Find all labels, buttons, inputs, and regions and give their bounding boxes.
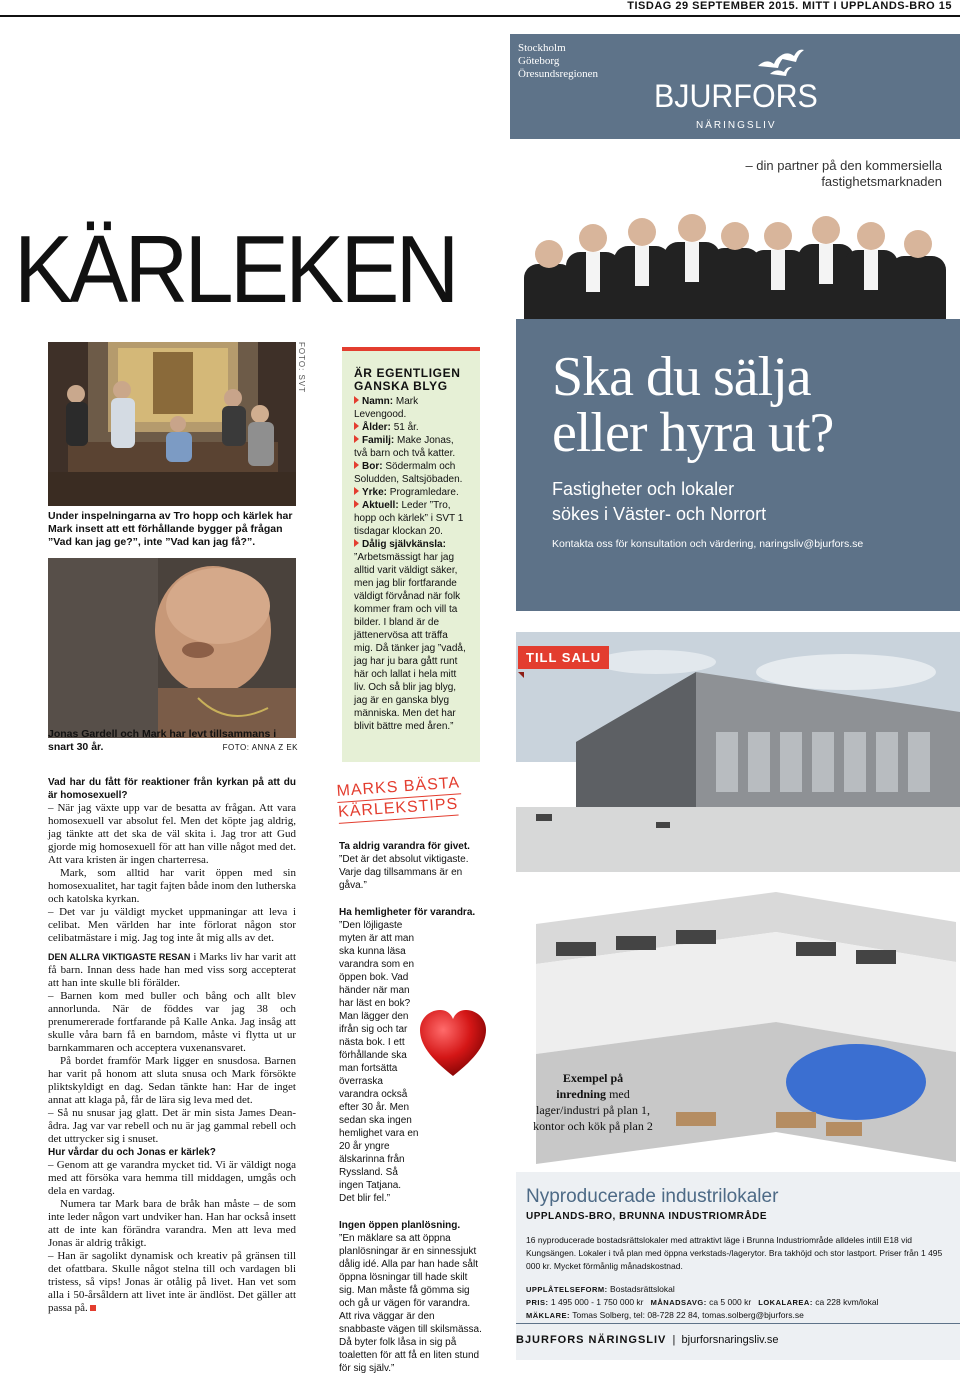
ad-footer: BJURFORS NÄRINGSLIV | bjurforsnaringsliv.se: [516, 1323, 960, 1346]
header-rule: [0, 15, 960, 17]
bullet-triangle-icon: [354, 422, 359, 430]
ad-hero-title: Ska du sälja eller hyra ut?: [552, 346, 834, 464]
bird-logo-icon: [756, 46, 804, 78]
for-sale-badge: TILL SALU: [518, 646, 609, 669]
bjurfors-advertisement: [510, 34, 960, 1360]
article-question: Hur vårdar du och Jonas er kärlek?: [48, 1147, 216, 1158]
photo1-caption: Under inspelningarna av Tro hopp och kärlek har Mark insett att ett förhållande bygger på frågan ”Vad kan jag ge?”, inte ”Vad kan jag få?”.: [48, 510, 293, 548]
tip-heading: Ta aldrig varandra för givet.: [339, 841, 470, 852]
article-paragraph: – Så nu snusar jag glatt. Det är min sista James Dean-ådra. Jag var var rebell och nu är jag gammal rebell och det uttrycker sig i snuset.: [48, 1107, 296, 1145]
ad-hero-subtitle: Fastigheter och lokaler sökes i Väster- och Norrort: [552, 479, 767, 524]
page-header: [0, 0, 960, 14]
bullet-triangle-icon: [354, 539, 359, 547]
fact-box: [342, 347, 480, 762]
tip-body: ”En mäklare sa att öppna planlösningar är en sinnessjukt dålig idé. Alla par han hade sålt öppna lösningar till hade skilt sig. Man måste få gömma sig och gå ur vägen för varandra. Att riva väggar är den snabbaste vägen till skilsmässa. Då byter folk låsa in sig på toaletten för att få en liten stund för sig själv.”: [339, 1233, 482, 1374]
fact-selfesteem: Dålig självkänsla: ”Arbetsmässigt har jag alltid varit väldigt säker, men jag blir fortfarande väldigt förvånad när folk kommer fram och vill ta bilder. I bland är de jättenervösa att träffa mig. Då tänker jag ”vadå, jag har ju bara gått runt här och lallat i hela mitt liv. Och så blir jag blyg, jag är en ganska blyg människa. Men det har blivit bättre med åren.”: [354, 539, 466, 732]
article-paragraph: – Han är sagolikt dynamisk och kreativ på gränsen till det ofattbara. Skulle något stelna till och vardagen bli tristess, så vips! Jonas är otålig på livet. Han vet som alla i 50-årsåldern att livet inte är ändlöst. Det gäller att passa på.: [48, 1250, 296, 1314]
photo2-caption: [48, 728, 298, 754]
ad-logo: BJURFORS: [654, 78, 818, 114]
listing-location: UPPLANDS-BRO, BRUNNA INDUSTRIOMRÅDE: [526, 1211, 768, 1222]
photo1-credit: FOTO: SVT: [297, 342, 306, 394]
article-paragraph: – Barnen kom med buller och bång och allt blev annorlunda. När de föddes var jag 38 och prenumererade fortfarande på Kalle Anka. Jag insåg att skulle våra barn få en barndom, måste vi flytta ut ur barnkammaren och acceptera vuxenansvaret.: [48, 990, 296, 1054]
article-paragraph: Numera tar Mark bara de bråk han måste – de som inte leder någon vart undviker han. Han har också insett att de inte kan förändra varandra. Men att leva med Jonas är aldrig tråkigt.: [48, 1198, 296, 1249]
bullet-triangle-icon: [354, 461, 359, 469]
tips-title: [336, 772, 479, 824]
fact-home: Bor: Södermalm och Soludden, Saltsjöbaden.: [354, 461, 463, 485]
listing-description: 16 nyproducerade bostadsrättslokaler med attraktivt läge i Brunna Industriområde alldeles intill E18 vid Kungsängen. Lokaler i två plan med öppna verkstads-/lagerytor. Bra takhöjd och stor lastport. Priser från 1 495 000 kr. Mycket förmånlig månadskostnad.: [526, 1235, 943, 1271]
tip-heading: Ha hemligheter för varandra.: [339, 907, 476, 918]
article-paragraph: – När jag växte upp var de besatta av frågan. Att vara homosexuell var absolut fel. Men det köpte jag aldrig, jag tänkte att det ska de väl skita i. Jag tror att Gud gjorde mig homosexuell för att han ville något med det. Att vara kristen är ingen charterresa.: [48, 802, 296, 866]
fact-job: Yrke: Programledare.: [354, 486, 468, 499]
listing-details: UPPLÅTELSEFORM: Bostadsrättslokal PRIS: 1 495 000 - 1 750 000 kr MÅNADSAVG: ca 5 000 kr LOKALAREA: ca 228 kvm/lokal MÄKLARE: Tomas Solberg, tel: 08-728 22 84, tomas.solberg@bjurfors.se: [526, 1284, 879, 1320]
article-paragraph: Mark, som alltid har varit öppen med sin homosexualitet, har tagit fajten både inom den lutherska och katolska kyrkan.: [48, 867, 296, 905]
article-paragraph: På bordet framför Mark ligger en snusdosa. Barnen har varit på honom att sluta snusa och Mark försökte pliktskyldigt en dag. Sedan tänkte han: Har de inget annat att klaga på, får de lära sig leva med det.: [48, 1055, 296, 1106]
floorplan-caption: Exempel på inredning med lager/industri på plan 1, kontor och kök på plan 2: [533, 1071, 653, 1133]
bullet-triangle-icon: [354, 500, 359, 508]
tip-body: ”Den löjligaste myten är att man ska kunna läsa varandra som en öppen bok. Vad händer när man har läst en bok? Man lägger den ifrån sig och tar nästa bok. I ett förhållande ska man fortsätta överraska varandra också efter 30 år. Men sedan ska ingen hemlighet vara en 20 år yngre älskarinna från Ryssland. Så ingen Tatjana. Det blir fel.”: [339, 920, 419, 1204]
ad-info-panel: [516, 1172, 960, 1360]
listing-title: Nyproducerade industrilokaler: [526, 1186, 779, 1207]
ad-contact: Kontakta oss för konsultation och värdering, naringsliv@bjurfors.se: [552, 538, 864, 550]
tip-heading: Ingen öppen planlösning.: [339, 1220, 461, 1231]
fact-current: Aktuell: Leder ”Tro, hopp och kärlek” i SVT 1 tisdagar klockan 20.: [354, 500, 464, 537]
ad-website-link[interactable]: bjurforsnaringsliv.se: [681, 1334, 779, 1346]
badge-fold-icon: [518, 672, 524, 678]
tip-body: ”Det är det absolut viktigaste. Varje dag tillsammans är en gåva.”: [339, 854, 469, 891]
tips-column: [339, 840, 483, 1375]
portrait-photo: [48, 558, 296, 738]
heart-icon: [420, 1010, 486, 1080]
article-body: [48, 776, 296, 1315]
bullet-triangle-icon: [354, 396, 359, 404]
page-headline: KÄRLEKEN: [14, 216, 456, 323]
end-mark-icon: [90, 1305, 96, 1311]
article-question: Vad har du fått för reaktioner från kyrkan på att du är homosexuell?: [48, 777, 296, 801]
article-paragraph: DEN ALLRA VIKTIGASTE RESAN i Marks liv har varit att få barn. Innan dess hade han med viss sorg accepterat att han inte skulle bli förälder.: [48, 951, 296, 989]
lead-in: DEN ALLRA VIKTIGASTE RESAN: [48, 952, 191, 962]
bullet-triangle-icon: [354, 487, 359, 495]
church-group-photo: [48, 342, 296, 506]
ad-hero-panel: [516, 319, 960, 611]
ad-cities: Stockholm Göteborg Öresundsregionen: [518, 42, 599, 80]
fact-box-title: ÄR EGENTLIGEN GANSKA BLYG: [354, 366, 461, 393]
photo2-caption-text: Jonas Gardell och Mark har levt tillsammans i snart 30 år.: [48, 728, 277, 753]
dateline: TISDAG 29 SEPTEMBER 2015. MITT I UPPLANDS-BRO 15: [627, 0, 952, 12]
fact-age: Ålder: 51 år.: [354, 421, 468, 434]
fact-family: Familj: Make Jonas, två barn och två katter.: [354, 435, 456, 459]
photo2-credit: FOTO: ANNA Z EK: [222, 743, 298, 752]
article-paragraph: – Genom att ge varandra mycket tid. Vi är väldigt noga med att försöka vara hemma till middagen, umgås och dela en vardag.: [48, 1159, 296, 1197]
ad-header: [510, 34, 960, 139]
ad-tagline: – din partner på den kommersiella fastighetsmarknaden: [745, 158, 942, 189]
article-paragraph: – Det var ju väldigt mycket uppmaningar att leva i celibat. Men världen har inte förlorat någon stor celibatmästare i mig. Jag tog inte åt mig alls av det.: [48, 906, 296, 944]
tips-title-line2: KÄRLEKSTIPS: [337, 795, 459, 824]
fact-name: Namn: Mark Levengood.: [354, 396, 419, 420]
bullet-triangle-icon: [354, 435, 359, 443]
tips-title-line1: MARKS BÄSTA: [336, 773, 461, 803]
ad-logo-sub: NÄRINGSLIV: [696, 120, 777, 131]
